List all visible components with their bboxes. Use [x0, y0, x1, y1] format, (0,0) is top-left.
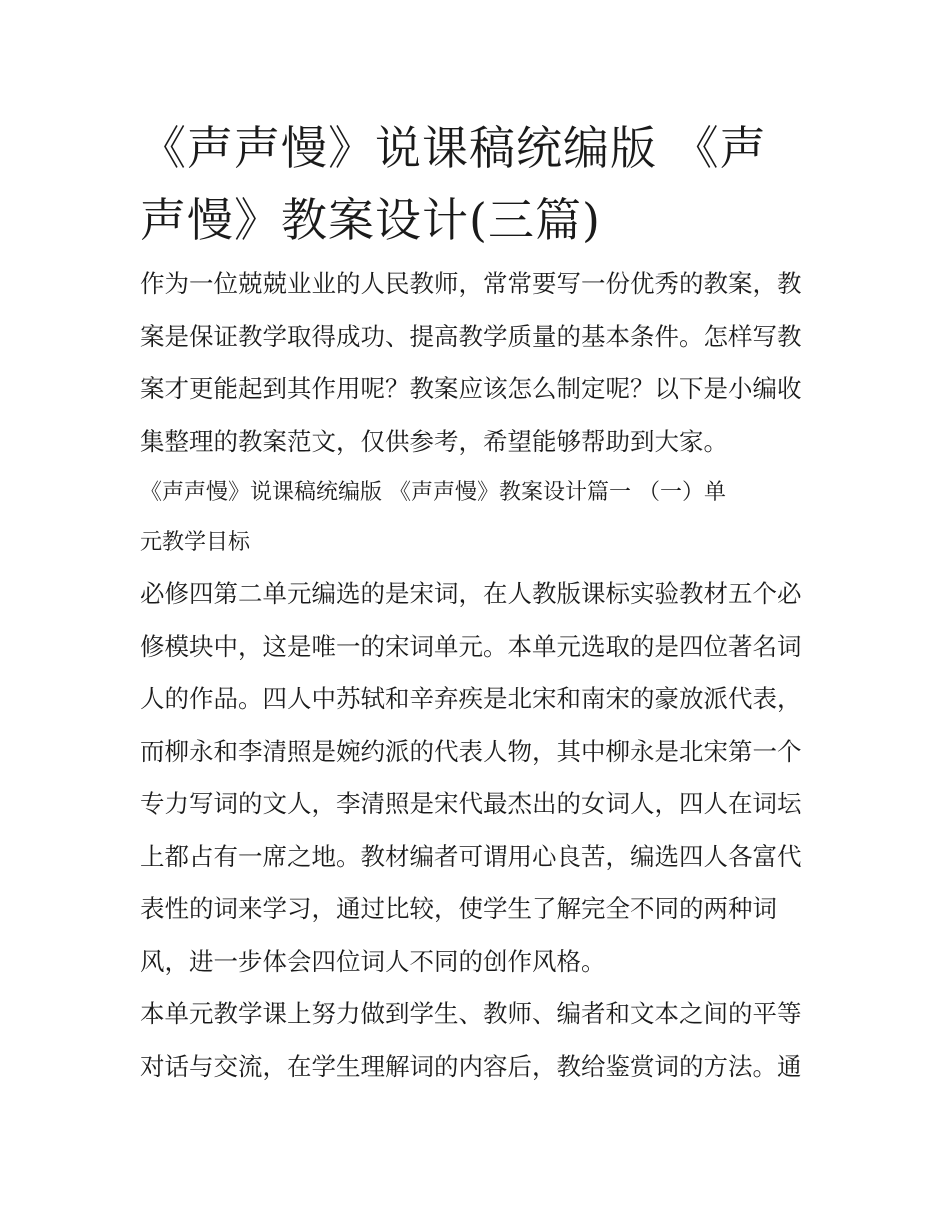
text-line: 案是保证教学取得成功、提高教学质量的基本条件。怎样写教 [140, 321, 802, 351]
heading-line: 《声声慢》说课稿统编版 《声声慢》教案设计篇一 （一）单 [140, 480, 726, 505]
text-line: 表性的词来学习，通过比较，使学生了解完全不同的两种词 [140, 894, 777, 923]
text-line: 风，进一步体会四位词人不同的创作风格。 [140, 946, 606, 976]
document-title [140, 112, 812, 256]
text-line: 本单元教学课上努力做到学生、教师、编者和文本之间的平等 [140, 999, 802, 1028]
intro-paragraph [140, 258, 812, 468]
text-line: 必修四第二单元编选的是宋词，在人教版课标实验教材五个必 [140, 579, 802, 608]
title-line: 《声声慢》说课稿统编版 《声 [140, 121, 767, 175]
section-heading [140, 468, 812, 568]
text-line: 案才更能起到其作用呢？教案应该怎么制定呢？以下是小编收 [140, 374, 802, 403]
title-line: 声慢》教案设计(三篇) [140, 193, 601, 247]
text-line: 修模块中，这是唯一的宋词单元。本单元选取的是四位著名词 [140, 631, 802, 661]
text-line: 专力写词的文人，李清照是宋代最杰出的女词人，四人在词坛 [140, 789, 802, 818]
text-line: 集整理的教案范文，仅供参考，希望能够帮助到大家。 [140, 426, 728, 456]
text-line: 作为一位兢兢业业的人民教师，常常要写一份优秀的教案，教 [140, 269, 802, 298]
document-page [140, 112, 812, 1093]
text-line: 对话与交流，在学生理解词的内容后，教给鉴赏词的方法。通 [140, 1051, 802, 1081]
body-paragraph-1 [140, 568, 812, 988]
heading-line: 元教学目标 [140, 530, 251, 555]
text-line: 上都占有一席之地。教材编者可谓用心良苦，编选四人各富代 [140, 841, 802, 871]
text-line: 而柳永和李清照是婉约派的代表人物，其中柳永是北宋第一个 [140, 736, 802, 766]
body-paragraph-2 [140, 988, 812, 1093]
text-line: 人的作品。四人中苏轼和辛弃疾是北宋和南宋的豪放派代表， [140, 684, 802, 713]
